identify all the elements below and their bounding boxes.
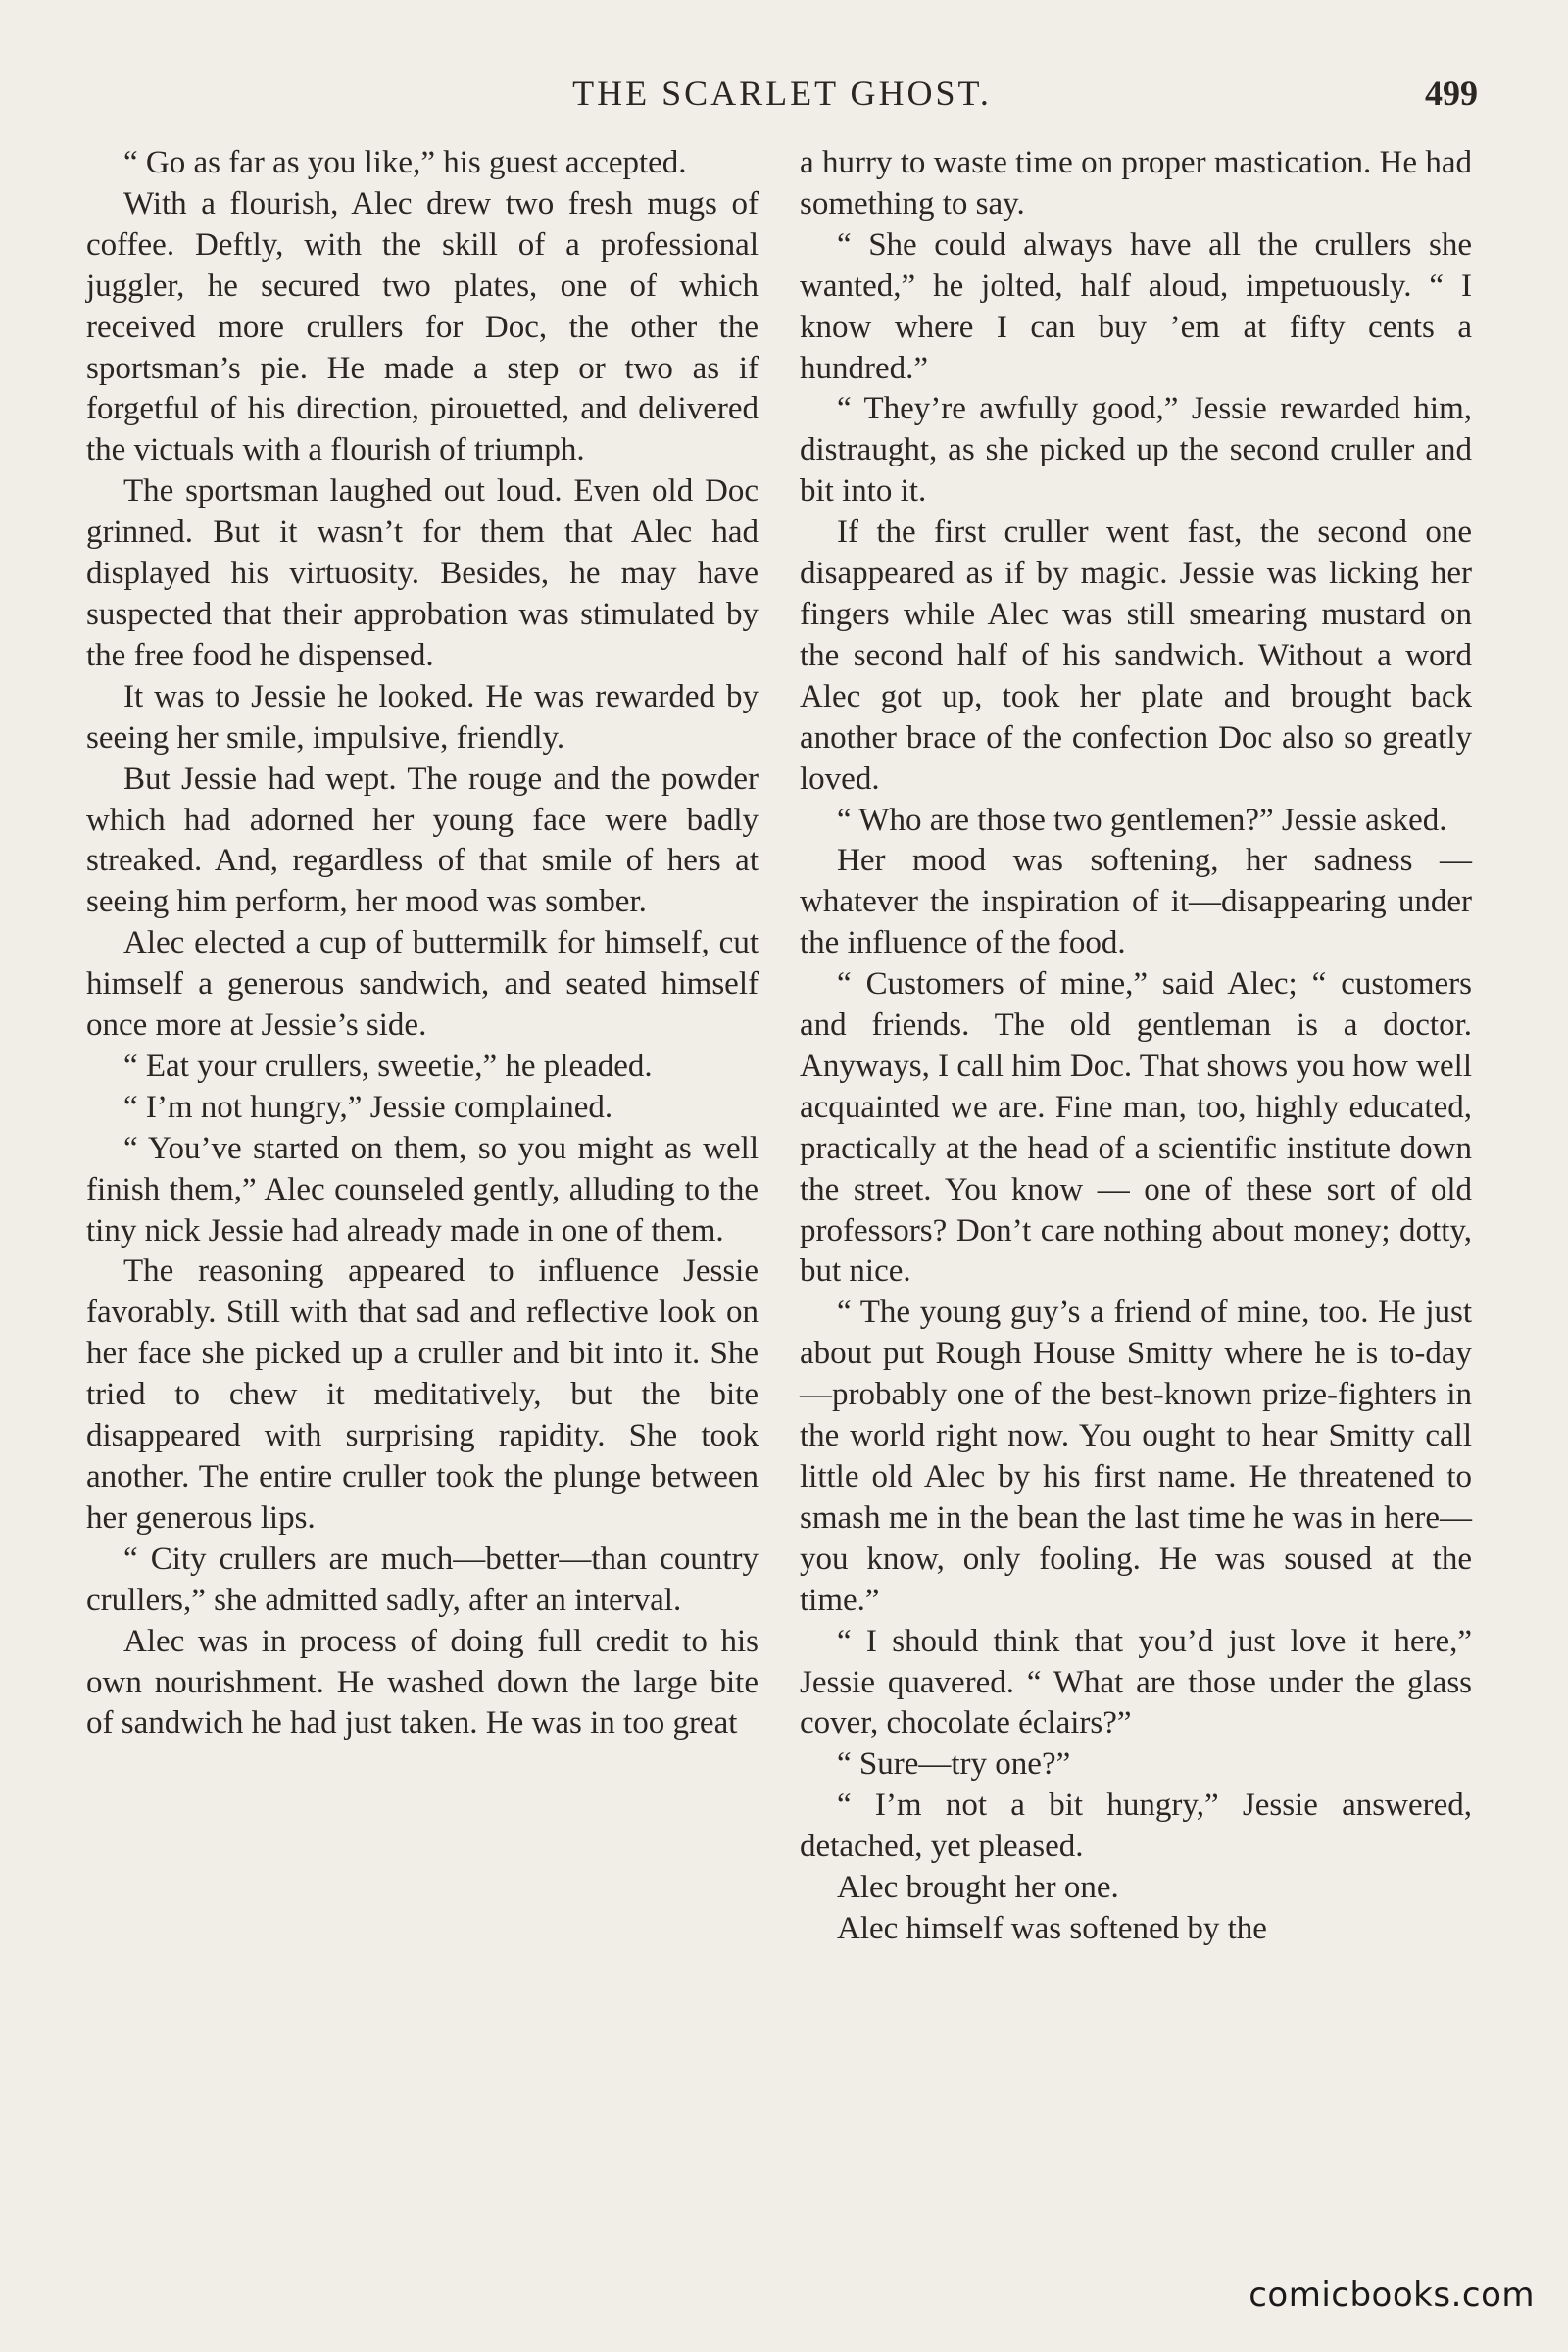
paragraph: “ Eat your crullers, sweetie,” he pleaded. [123, 1048, 653, 1084]
paragraph: With a flourish, Alec drew two fresh mugs of coffee. Deftly, with the skill of a professional juggler, he secured two plates, one of which received more crullers for Doc, the other the sportsman’s pie. He made a step or two as if forgetful of his direction, pirouetted, and delivered the victuals with a flourish of triumph. [86, 185, 759, 468]
paragraph: “ She could always have all the crullers she wanted,” he jolted, half aloud, impetuously. “ I know where I can buy ’em at fifty cents a hundred.” [800, 226, 1472, 386]
paragraph: Alec was in process of doing full credit to his own nourishment. He washed down the large bite of sandwich he had just taken. He was in too great [86, 1623, 759, 1741]
right-column [800, 143, 1472, 1950]
paragraph: “ I’m not a bit hungry,” Jessie answered, detached, yet pleased. [800, 1788, 1472, 1865]
paragraph: “ You’ve started on them, so you might as well finish them,” Alec counseled gently, alluding to the tiny nick Jessie had already made in one of them. [86, 1130, 759, 1249]
paragraph: “ I should think that you’d just love it here,” Jessie quavered. “ What are those under the glass cover, chocolate éclairs?” [800, 1623, 1472, 1741]
paragraph: Alec himself was softened by the [837, 1910, 1267, 1946]
paragraph: The sportsman laughed out loud. Even old Doc grinned. But it wasn’t for them that Alec had displayed his virtuosity. Besides, he may have suspected that their approbation was stimulated by the free food he dispensed. [86, 473, 759, 673]
paragraph: “ I’m not hungry,” Jessie complained. [123, 1089, 613, 1125]
paragraph: “ They’re awfully good,” Jessie rewarded him, distraught, as she picked up the second cruller and bit into it. [800, 391, 1472, 510]
paragraph: It was to Jessie he looked. He was rewarded by seeing her smile, impulsive, friendly. [86, 678, 759, 756]
paragraph: “ The young guy’s a friend of mine, too. He just about put Rough House Smitty where he is to-day—probably one of the best-known prize-fighters in the world right now. You ought to hear Smitty call little old Alec by his first name. He threatened to smash me in the bean the last time he was in here—you know, only fooling. He was soused at the time.” [800, 1295, 1472, 1618]
watermark: comicbooks.com [1249, 2276, 1535, 2315]
paragraph: “ Who are those two gentlemen?” Jessie asked. [837, 802, 1447, 838]
left-column [86, 143, 759, 1744]
page-number: 499 [1425, 74, 1478, 113]
running-title: THE SCARLET GHOST. [572, 74, 992, 113]
paragraph: Her mood was softening, her sadness —whatever the inspiration of it—disappearing under the influence of the food. [800, 843, 1472, 961]
paragraph: The reasoning appeared to influence Jessie favorably. Still with that sad and reflective look on her face she picked up a cruller and bit into it. She tried to chew it meditatively, but the bite disappeared with surprising rapidity. She took another. The entire cruller took the plunge between her generous lips. [86, 1253, 759, 1536]
paragraph-continuation: a hurry to waste time on proper mastication. He had something to say. [800, 145, 1472, 221]
paragraph: If the first cruller went fast, the second one disappeared as if by magic. Jessie was licking her fingers while Alec was still smearing mustard on the second half of his sandwich. Without a word Alec got up, took her plate and brought back another brace of the confection Doc also so greatly loved. [800, 514, 1472, 797]
paragraph: But Jessie had wept. The rouge and the powder which had adorned her young face were badly streaked. And, regardless of that smile of hers at seeing him perform, her mood was somber. [86, 760, 759, 920]
paragraph: Alec brought her one. [837, 1870, 1119, 1906]
paragraph: “ Customers of mine,” said Alec; “ customers and friends. The old gentleman is a doctor. Anyways, I call him Doc. That shows you how well acquainted we are. Fine man, too, highly educated, practically at the head of a scientific institute down the street. You know — one of these sort of old professors? Don’t care nothing about money; dotty, but nice. [800, 966, 1472, 1290]
paragraph: “ City crullers are much—better—than country crullers,” she admitted sadly, after an interval. [86, 1541, 759, 1618]
paragraph: “ Sure—try one?” [837, 1746, 1071, 1783]
page-header [86, 69, 1478, 118]
paragraph: “ Go as far as you like,” his guest accepted. [123, 145, 687, 180]
paragraph: Alec elected a cup of buttermilk for himself, cut himself a generous sandwich, and seated himself once more at Jessie’s side. [86, 925, 759, 1044]
